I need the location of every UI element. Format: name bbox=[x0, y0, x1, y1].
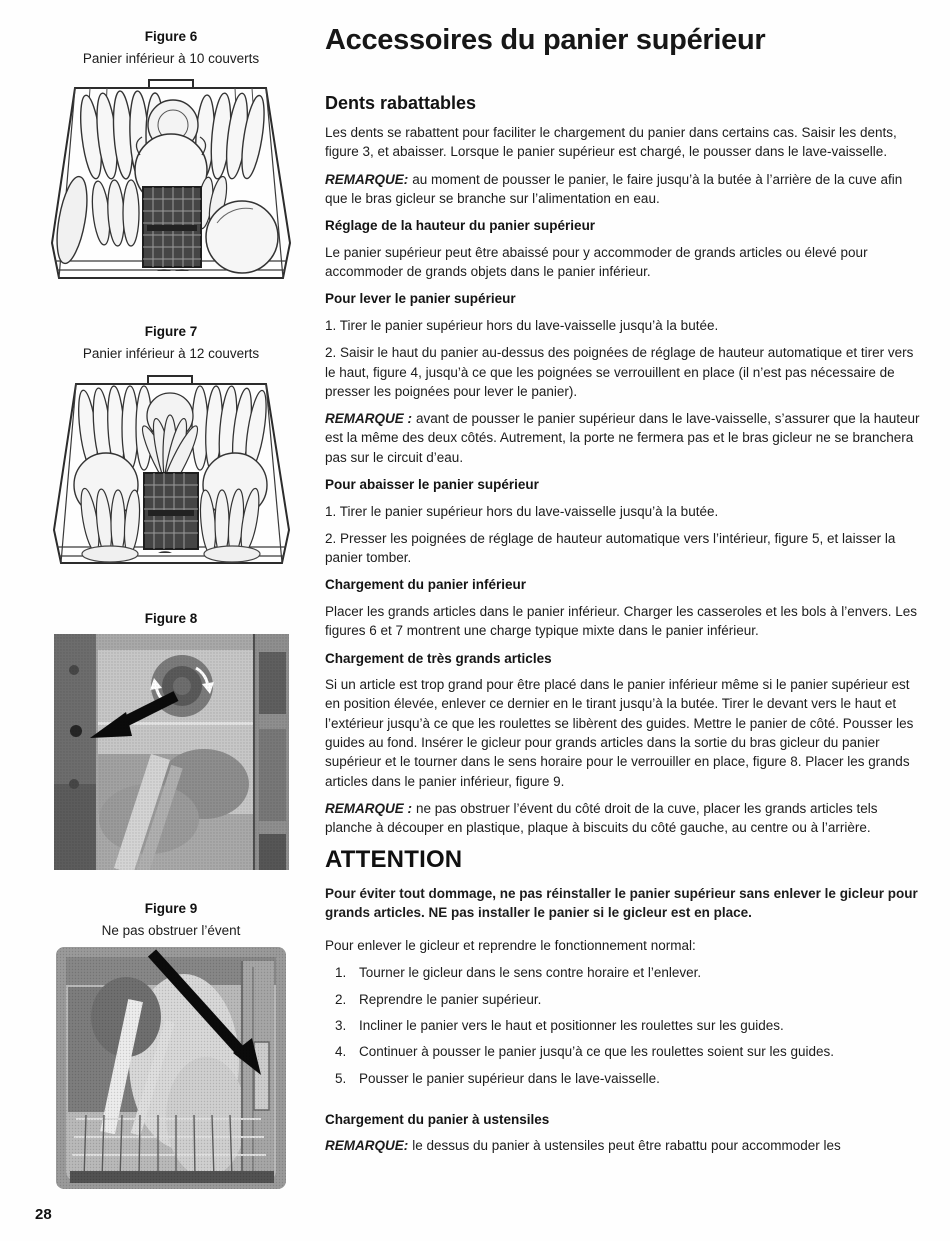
paragraph-tres-grands: Si un article est trop grand pour être placé dans le panier inférieur même si le panier supérieur est en position élevée, enlever ce dernier en le tirant jusqu’à la butée. Tirer le devant vers le haut et l’extérieur jusqu’à ce que les roulettes se libèrent des guides. Mettre le panier de côté. Pousser les guides au fond. Insérer le gicleur pour grands articles dans la sortie du bras gicleur du panier supérieur et le tourner dans le sens horaire pour le verrouiller en place, figure 8. Placer les grands articles dans le panier inférieur, figure 9. bbox=[325, 677, 914, 789]
note-3-label: REMARQUE : bbox=[325, 800, 412, 816]
page-title: Accessoires du panier supérieur bbox=[325, 24, 766, 56]
cutlery-basket bbox=[144, 473, 198, 553]
page-number: 28 bbox=[35, 1206, 52, 1223]
paragraph-dents: Les dents se rabattent pour faciliter le chargement du panier dans certains cas. Saisir les dents, figure 3, et abaisser. Lorsque le panier supérieur est chargé, le pousser dans le lave-vaisselle. bbox=[325, 125, 897, 160]
cutlery-basket bbox=[143, 187, 201, 271]
figure-7-drawing-lower-rack-12 bbox=[48, 370, 295, 576]
note-3-text: ne pas obstruer l’évent du côté droit de la cuve, placer les grands articles tels planche à découper en plastique, plaque à biscuits du côté gauche, au centre ou à l’arrière. bbox=[325, 800, 878, 836]
section-heading-dents: Dents rabattables bbox=[325, 93, 477, 113]
step-number: 3. bbox=[335, 1018, 347, 1034]
step-lever-1: 1. Tirer le panier supérieur hors du lave-vaisselle jusqu’à la butée. bbox=[325, 317, 719, 333]
step-number: 2. bbox=[335, 991, 347, 1007]
figure-7-caption: Panier inférieur à 12 couverts bbox=[82, 345, 260, 361]
subheading-reglage: Réglage de la hauteur du panier supérieur bbox=[325, 218, 596, 234]
step-abaisser-2: 2. Presser les poignées de réglage de hauteur automatique vers l’intérieur, figure 5, et laisser la panier tomber. bbox=[325, 530, 896, 566]
step-item bbox=[335, 990, 925, 1009]
step-number: 1. bbox=[335, 965, 347, 981]
subheading-abaisser: Pour abaisser le panier supérieur bbox=[325, 476, 539, 492]
step-text: Pousser le panier supérieur dans le lave-vaisselle. bbox=[359, 1070, 660, 1086]
figure-6 bbox=[35, 28, 307, 297]
note-1-label: REMARQUE: bbox=[325, 171, 409, 187]
step-item bbox=[335, 1069, 925, 1088]
subheading-ustensiles: Chargement du panier à ustensiles bbox=[325, 1111, 550, 1127]
figure-6-drawing-lower-rack-10 bbox=[45, 75, 297, 297]
subheading-chargement-inferieur: Chargement du panier inférieur bbox=[325, 577, 527, 593]
figure-7-label: Figure 7 bbox=[144, 323, 198, 339]
note-1-text: au moment de pousser le panier, le faire jusqu’à la butée à l’arrière de la cuve afin que le bras gicleur se branche sur l’alimentation en eau. bbox=[325, 171, 903, 206]
note-3 bbox=[325, 799, 925, 838]
paragraph-reglage: Le panier supérieur peut être abaissé pour y accommoder de grands articles ou élevé pour accommoder de grands objets dans le panier inférieur. bbox=[325, 244, 868, 280]
step-text: Incliner le panier vers le haut et positionner les roulettes sur les guides. bbox=[359, 1018, 784, 1034]
attention-heading: ATTENTION bbox=[325, 845, 463, 873]
step-text: Tourner le gicleur dans le sens contre horaire et l’enlever. bbox=[359, 965, 702, 981]
note-4-text: le dessus du panier à ustensiles peut être rabattu pour accommoder les bbox=[412, 1138, 841, 1154]
step-abaisser-1: 1. Tirer le panier supérieur hors du lave-vaisselle jusqu’à la butée. bbox=[325, 503, 719, 519]
figure-7 bbox=[35, 323, 307, 576]
note-2-label: REMARQUE : bbox=[325, 411, 412, 427]
step-item bbox=[335, 1042, 925, 1061]
note-2 bbox=[325, 409, 925, 467]
figure-8-label: Figure 8 bbox=[144, 610, 198, 626]
subheading-lever: Pour lever le panier supérieur bbox=[325, 291, 516, 307]
figures-column bbox=[35, 28, 307, 1223]
step-item bbox=[335, 963, 925, 982]
figure-9 bbox=[35, 900, 307, 1189]
paragraph-enlever-intro: Pour enlever le gicleur et reprendre le fonctionnement normal: bbox=[325, 938, 696, 954]
figure-6-caption: Panier inférieur à 10 couverts bbox=[82, 50, 260, 66]
step-number: 5. bbox=[335, 1070, 347, 1086]
note-4 bbox=[325, 1136, 925, 1155]
figure-6-label: Figure 6 bbox=[144, 29, 198, 44]
step-item bbox=[335, 1016, 925, 1035]
paragraph-chargement-inferieur: Placer les grands articles dans le panier inférieur. Charger les casseroles et les bols à l’envers. Les figures 6 et 7 montrent une charge typique mixte dans le panier inférieur. bbox=[325, 604, 918, 639]
attention-warning: Pour éviter tout dommage, ne pas réinstaller le panier supérieur sans enlever le gicleur pour grands articles. NE pas installer le panier si le gicleur est en place. bbox=[325, 885, 918, 920]
step-number: 4. bbox=[335, 1044, 347, 1060]
step-text: Reprendre le panier supérieur. bbox=[359, 991, 542, 1007]
note-4-label: REMARQUE: bbox=[325, 1138, 409, 1154]
note-1 bbox=[325, 170, 925, 209]
figure-8-photo-spray-nozzle bbox=[54, 634, 289, 870]
subheading-tres-grands: Chargement de très grands articles bbox=[325, 650, 552, 666]
content-column bbox=[325, 24, 925, 1156]
figure-8 bbox=[35, 610, 307, 871]
note-2-text: avant de pousser le panier supérieur dans le lave-vaisselle, s’assurer que la hauteur est la même des deux côtés. Autrement, la porte ne fermera pas et le bras gicleur ne se branchera pas sur le circuit d’eau. bbox=[325, 411, 920, 465]
step-text: Continuer à pousser le panier jusqu’à ce que les roulettes soient sur les guides. bbox=[359, 1044, 835, 1060]
figure-9-photo-vent bbox=[56, 947, 286, 1189]
step-lever-2: 2. Saisir le haut du panier au-dessus des poignées de réglage de hauteur automatique et tirer vers le haut, figure 4, jusqu’à ce que les poignées se verrouillent en place (il n’est pas nécessaire de presser les poignées pour lever le panier). bbox=[325, 345, 914, 399]
numbered-steps bbox=[335, 963, 925, 1087]
figure-9-label: Figure 9 bbox=[144, 901, 198, 917]
figure-9-caption: Ne pas obstruer l’évent bbox=[101, 923, 241, 939]
